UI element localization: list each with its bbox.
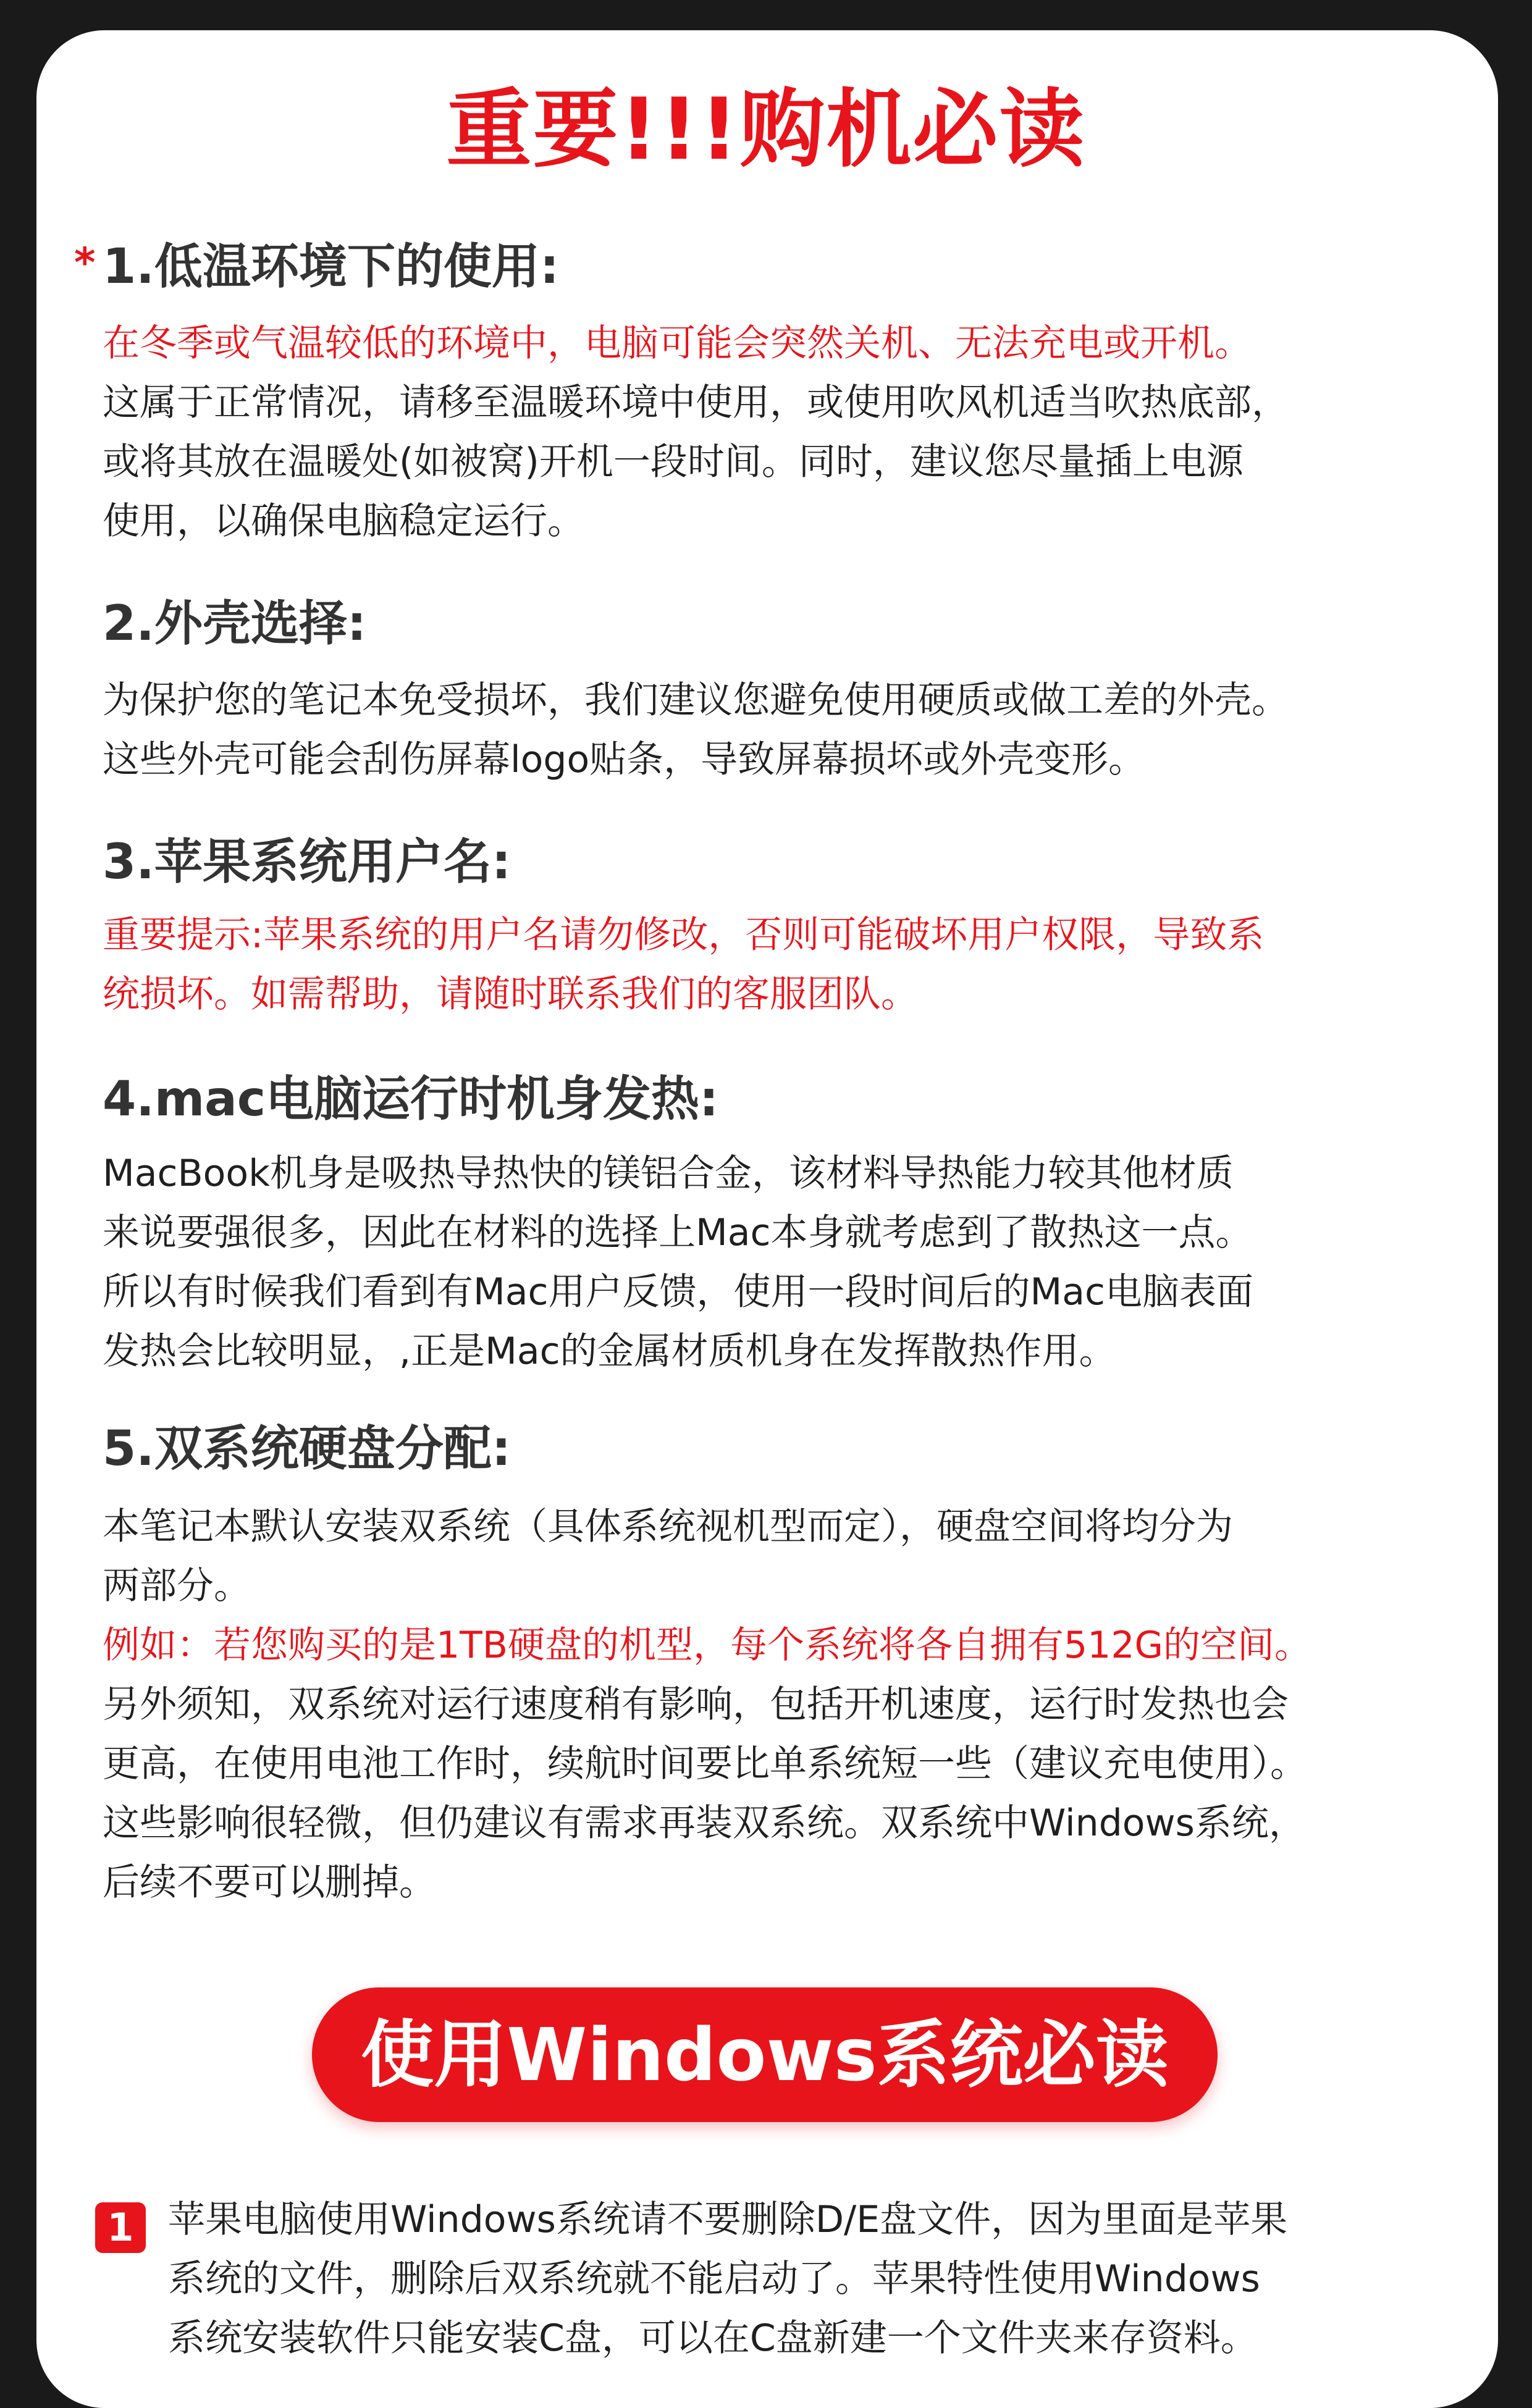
body-line: 这属于正常情况，请移至温暖环境中使用，或使用吹风机适当吹热底部，	[103, 381, 1289, 424]
section-body-low-temperature	[103, 314, 1289, 551]
body-line: 在冬季或气温较低的环境中，电脑可能会突然关机、无法充电或开机。	[103, 322, 1252, 365]
body-line: 使用，以确保电脑稳定运行。	[103, 500, 584, 543]
note-number-badge: 1	[95, 2202, 146, 2253]
body-line: 两部分。	[103, 1564, 251, 1608]
body-line: 发热会比较明显，,正是Mac的金属材质机身在发挥散热作用。	[103, 1330, 1116, 1373]
body-line: 另外须知，双系统对运行速度稍有影响，包括开机速度，运行时发热也会	[103, 1683, 1289, 1726]
body-line: 统损坏。如需帮助，请随时联系我们的客服团队。	[103, 973, 918, 1016]
note-line: 苹果电脑使用Windows系统请不要删除D/E盘文件，因为里面是苹果	[168, 2198, 1288, 2241]
body-line: 例如：若您购买的是1TB硬盘的机型，每个系统将各自拥有512G的空间。	[103, 1624, 1312, 1667]
section-body-mac-heat	[103, 1144, 1253, 1381]
body-line: 本笔记本默认安装双系统（具体系统视机型而定），硬盘空间将均分为	[103, 1505, 1233, 1548]
body-line: 这些影响很轻微，但仍建议有需求再装双系统。双系统中Windows系统，	[103, 1802, 1306, 1845]
section-heading-text: 3.苹果系统用户名:	[103, 834, 511, 890]
section-body-mac-username	[103, 905, 1264, 1024]
section-heading-dual-system	[103, 1418, 511, 1480]
section-heading-mac-username	[103, 831, 511, 893]
section-heading-text: 1.低温环境下的使用:	[103, 239, 560, 295]
body-line: MacBook机身是吸热导热快的镁铝合金，该材料导热能力较其他材质	[103, 1152, 1234, 1195]
body-line: 这些外壳可能会刮伤屏幕logo贴条，导致屏幕损坏或外壳变形。	[103, 738, 1146, 781]
section-heading-case-selection	[103, 593, 366, 655]
body-line: 后续不要可以删掉。	[103, 1861, 436, 1904]
section-heading-text: 4.mac电脑运行时机身发热:	[103, 1072, 719, 1127]
page-title: 重要!!!购机必读	[446, 80, 1086, 179]
body-line: 重要提示:苹果系统的用户名请勿修改，否则可能破坏用户权限，导致系	[103, 913, 1265, 957]
note-line: 系统安装软件只能安装C盘，可以在C盘新建一个文件夹来存资料。	[168, 2317, 1258, 2360]
section-heading-mac-heat	[103, 1068, 718, 1130]
body-line: 来说要强很多，因此在材料的选择上Mac本身就考虑到了散热这一点。	[103, 1211, 1253, 1254]
windows-note-1	[168, 2190, 1287, 2368]
section-heading-low-temperature	[74, 236, 560, 298]
section-body-case-selection	[103, 671, 1289, 789]
section-heading-text: 5.双系统硬盘分配:	[103, 1421, 511, 1477]
section-heading-text: 2.外壳选择:	[103, 596, 367, 652]
body-line: 所以有时候我们看到有Mac用户反馈，使用一段时间后的Mac电脑表面	[103, 1270, 1254, 1314]
required-star: *	[74, 239, 96, 287]
windows-must-read-banner: 使用Windows系统必读	[312, 1987, 1218, 2122]
body-line: 为保护您的笔记本免受损坏，我们建议您避免使用硬质或做工差的外壳。	[103, 679, 1289, 722]
section-body-dual-system	[103, 1497, 1311, 1912]
body-line: 或将其放在温暖处(如被窝)开机一段时间。同时，建议您尽量插上电源	[103, 440, 1244, 484]
body-line: 更高，在使用电池工作时，续航时间要比单系统短一些（建议充电使用）。	[103, 1742, 1307, 1785]
note-line: 系统的文件，删除后双系统就不能启动了。苹果特性使用Windows	[168, 2257, 1260, 2301]
